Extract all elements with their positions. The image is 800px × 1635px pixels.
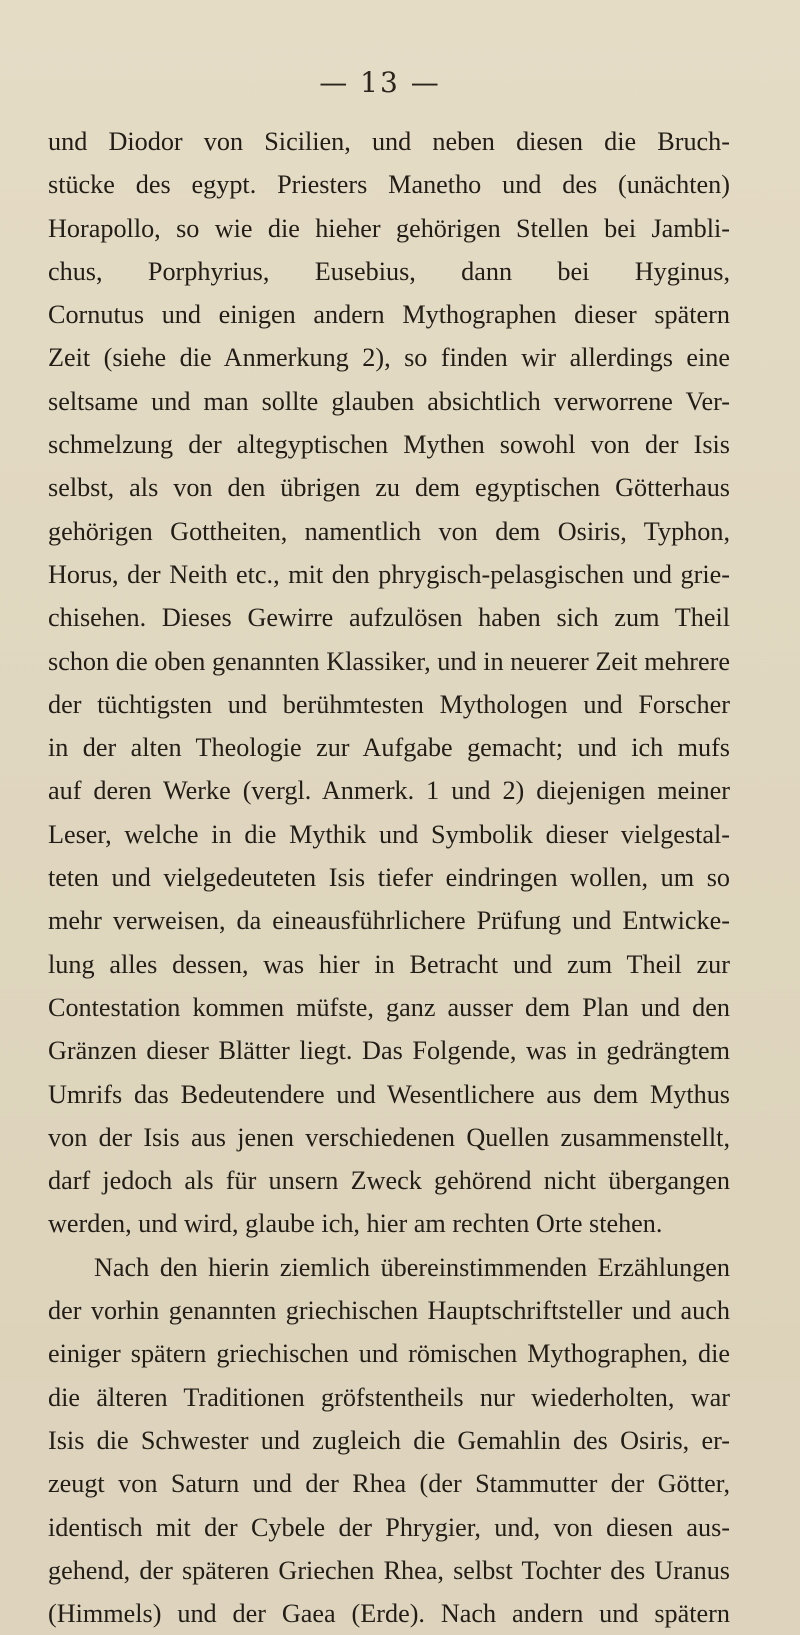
text-line: (Himmels) und der Gaea (Erde). Nach andern und spätern — [48, 1599, 730, 1629]
text-line: schon die oben genannten Klassiker, und in neuerer Zeit mehrere — [48, 646, 730, 676]
text-line: der tüchtigsten und berühmtesten Mythologen und Forscher — [48, 689, 730, 719]
text-line: in der alten Theologie zur Aufgabe gemacht; und ich mufs — [48, 733, 730, 763]
text-line: werden, und wird, glaube ich, hier am rechten Orte stehen. — [48, 1209, 663, 1239]
text-line: Leser, welche in die Mythik und Symbolik dieser vielgestal- — [48, 819, 730, 849]
text-line: identisch mit der Cybele der Phrygier, und, von diesen aus- — [48, 1512, 730, 1542]
text-line: schmelzung der altegyptischen Mythen sowohl von der Isis — [48, 430, 730, 460]
text-line: mehr verweisen, da eineausführlichere Prüfung und Entwicke- — [48, 906, 730, 936]
text-line: Cornutus und einigen andern Mythographen dieser spätern — [48, 300, 730, 330]
text-line: teten und vielgedeuteten Isis tiefer eindringen wollen, um so — [48, 863, 730, 893]
paragraph-start-line: Nach den hierin ziemlich übereinstimmenden Erzählungen — [94, 1252, 730, 1282]
text-line: gehörigen Gottheiten, namentlich von dem Osiris, Typhon, — [48, 516, 730, 546]
text-line: die älteren Traditionen gröfstentheils nur wiederholten, war — [48, 1382, 730, 1412]
text-line: seltsame und man sollte glauben absichtlich verworrene Ver- — [48, 386, 730, 416]
text-line: chus, Porphyrius, Eusebius, dann bei Hyginus, — [48, 256, 730, 286]
text-line: Isis die Schwester und zugleich die Gemahlin des Osiris, er- — [48, 1425, 730, 1455]
text-line: Horapollo, so wie die hieher gehörigen Stellen bei Jambli- — [48, 213, 730, 243]
text-line: Gränzen dieser Blätter liegt. Das Folgende, was in gedrängtem — [48, 1036, 730, 1066]
text-line: Umrifs das Bedeutendere und Wesentlichere aus dem Mythus — [48, 1079, 730, 1109]
text-line: von der Isis aus jenen verschiedenen Quellen zusammenstellt, — [48, 1122, 730, 1152]
text-line: einiger spätern griechischen und römischen Mythographen, die — [48, 1339, 730, 1369]
text-line: gehend, der späteren Griechen Rhea, selbst Tochter des Uranus — [48, 1555, 730, 1585]
text-line: und Diodor von Sicilien, und neben diesen die Bruch- — [48, 127, 730, 156]
text-line: Horus, der Neith etc., mit den phrygisch-pelasgischen und grie- — [48, 559, 730, 589]
text-line: chisehen. Dieses Gewirre aufzulösen haben sich zum Theil — [48, 603, 730, 633]
text-line: selbst, als von den übrigen zu dem egyptischen Götterhaus — [48, 473, 730, 503]
text-line: zeugt von Saturn und der Rhea (der Stammutter der Götter, — [48, 1469, 730, 1499]
text-line: darf jedoch als für unsern Zweck gehörend nicht übergangen — [48, 1166, 730, 1196]
page-number: — 13 — — [319, 66, 441, 99]
text-line: lung alles dessen, was hier in Betracht und zum Theil zur — [48, 949, 730, 979]
text-line: Contestation kommen müfste, ganz ausser dem Plan und den — [48, 992, 730, 1022]
body-text — [48, 120, 730, 1635]
text-line: Zeit (siehe die Anmerkung 2), so finden wir allerdings eine — [48, 343, 730, 373]
text-line: der vorhin genannten griechischen Hauptschriftsteller und auch — [48, 1296, 730, 1326]
text-line: stücke des egypt. Priesters Manetho und des (unächten) — [48, 170, 730, 200]
text-line: auf deren Werke (vergl. Anmerk. 1 und 2) diejenigen meiner — [48, 776, 730, 806]
